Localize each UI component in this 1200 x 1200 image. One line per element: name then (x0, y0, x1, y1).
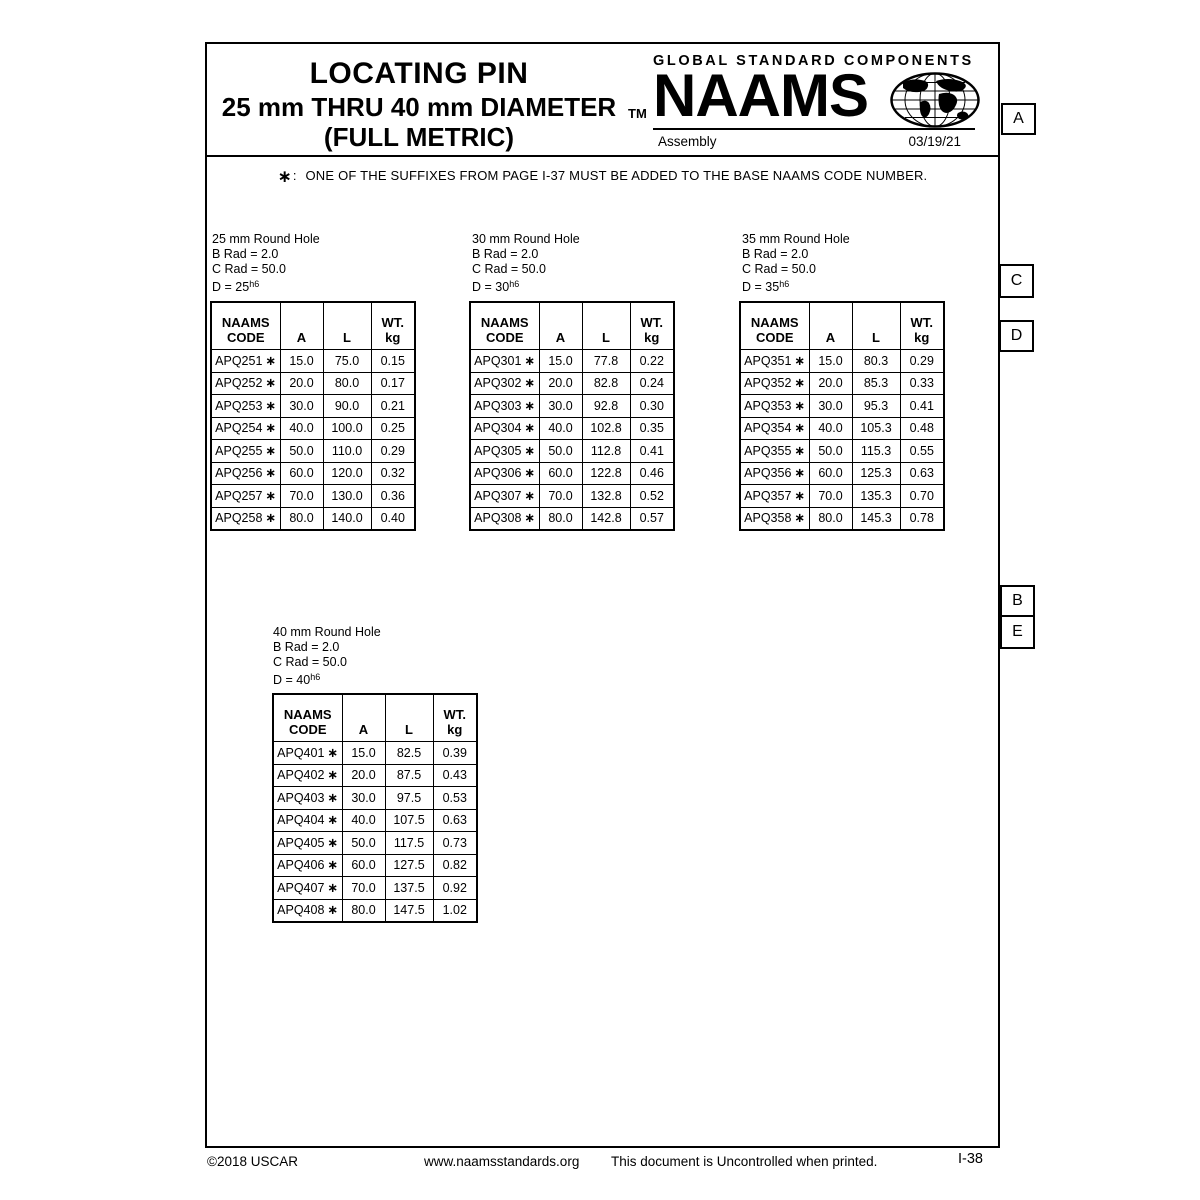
value-cell: 102.8 (582, 417, 630, 440)
naams-code-cell: APQ256 ∗ (211, 462, 280, 485)
naams-code-cell: APQ405 ∗ (273, 832, 342, 855)
hole-size-label: 25 mm Round Hole (212, 232, 320, 246)
table-row (273, 854, 477, 877)
value-cell: 50.0 (539, 440, 582, 463)
value-cell: 50.0 (280, 440, 323, 463)
suffix-star-icon: ∗ (794, 397, 806, 413)
value-cell: 0.30 (630, 395, 674, 418)
title-line-2: 25 mm THRU 40 mm DIAMETER (221, 92, 617, 122)
footer-notice: This document is Uncontrolled when printed. (611, 1154, 878, 1169)
brand-underline (653, 128, 975, 130)
table-row (740, 462, 944, 485)
header-divider (207, 155, 998, 157)
table-row (273, 832, 477, 855)
value-cell: 122.8 (582, 462, 630, 485)
naams-code-cell: APQ357 ∗ (740, 485, 809, 508)
category-label: Assembly (658, 134, 717, 149)
suffix-star-icon: ∗ (794, 375, 806, 391)
value-cell: 82.8 (582, 372, 630, 395)
spec-table-35mm (739, 301, 945, 531)
value-cell: 80.0 (539, 507, 582, 530)
spec-table-25mm (210, 301, 416, 531)
value-cell: 20.0 (809, 372, 852, 395)
value-cell: 70.0 (809, 485, 852, 508)
column-header: A (809, 302, 852, 350)
d-spec: $D = 35^{h6}$ (742, 279, 790, 294)
value-cell: 50.0 (809, 440, 852, 463)
naams-code-cell: APQ353 ∗ (740, 395, 809, 418)
naams-code-cell: APQ354 ∗ (740, 417, 809, 440)
suffix-star-icon: ∗ (327, 834, 339, 850)
value-cell: 80.0 (809, 507, 852, 530)
value-cell: 30.0 (539, 395, 582, 418)
suffix-star-icon: ∗ (265, 420, 277, 436)
naams-code-cell: APQ355 ∗ (740, 440, 809, 463)
table-row (740, 507, 944, 530)
value-cell: 0.15 (371, 350, 415, 373)
value-cell: 60.0 (539, 462, 582, 485)
value-cell: 137.5 (385, 877, 433, 900)
naams-code-cell: APQ401 ∗ (273, 742, 342, 765)
value-cell: 0.35 (630, 417, 674, 440)
naams-code-cell: APQ304 ∗ (470, 417, 539, 440)
table-row (211, 417, 415, 440)
d-spec: $D = 25^{h6}$ (212, 279, 260, 294)
column-header: WT. kg (371, 302, 415, 350)
table-row (273, 899, 477, 922)
globe-icon (889, 71, 981, 129)
value-cell: 0.70 (900, 485, 944, 508)
value-cell: 20.0 (280, 372, 323, 395)
table-row (273, 787, 477, 810)
value-cell: 112.8 (582, 440, 630, 463)
naams-code-cell: APQ301 ∗ (470, 350, 539, 373)
suffix-star-icon: ∗ (327, 879, 339, 895)
value-cell: 0.22 (630, 350, 674, 373)
table-row (470, 372, 674, 395)
value-cell: 0.73 (433, 832, 477, 855)
suffix-star-icon: ∗ (327, 902, 339, 918)
footer-website: www.naamsstandards.org (424, 1154, 580, 1169)
d-spec: $D = 30^{h6}$ (472, 279, 520, 294)
column-header: WT. kg (900, 302, 944, 350)
b-rad-spec: B Rad = 2.0 (742, 247, 809, 261)
column-header: A (539, 302, 582, 350)
b-rad-spec: B Rad = 2.0 (472, 247, 539, 261)
value-cell: 0.24 (630, 372, 674, 395)
value-cell: 50.0 (342, 832, 385, 855)
spec-table-40mm (272, 693, 478, 923)
value-cell: 85.3 (852, 372, 900, 395)
suffix-star-icon: ∗ (794, 465, 806, 481)
value-cell: 40.0 (342, 809, 385, 832)
naams-code-cell: APQ255 ∗ (211, 440, 280, 463)
value-cell: 97.5 (385, 787, 433, 810)
value-cell: 15.0 (809, 350, 852, 373)
value-cell: 70.0 (280, 485, 323, 508)
value-cell: 115.3 (852, 440, 900, 463)
value-cell: 0.46 (630, 462, 674, 485)
suffix-star-icon: ∗ (794, 420, 806, 436)
value-cell: 0.17 (371, 372, 415, 395)
value-cell: 20.0 (342, 764, 385, 787)
naams-code-cell: APQ406 ∗ (273, 854, 342, 877)
value-cell: 92.8 (582, 395, 630, 418)
brand-logo-text: NAAMS (653, 62, 868, 129)
value-cell: 0.41 (900, 395, 944, 418)
b-rad-spec: B Rad = 2.0 (212, 247, 279, 261)
document-title (207, 55, 631, 152)
zone-box-c: C (999, 264, 1034, 298)
c-rad-spec: C Rad = 50.0 (472, 262, 547, 276)
table-row (470, 485, 674, 508)
zone-box-e: E (1000, 615, 1035, 649)
value-cell: 1.02 (433, 899, 477, 922)
suffix-star-icon: ∗ (524, 375, 536, 391)
table-row (211, 440, 415, 463)
value-cell: 132.8 (582, 485, 630, 508)
column-header: WT. kg (630, 302, 674, 350)
suffix-star-icon: ∗ (794, 442, 806, 458)
naams-code-cell: APQ356 ∗ (740, 462, 809, 485)
suffix-star-icon: ∗ (265, 397, 277, 413)
table-row (470, 462, 674, 485)
suffix-star-icon: ∗ (265, 510, 277, 526)
footer-copyright: ©2018 USCAR (207, 1154, 298, 1169)
naams-code-cell: APQ351 ∗ (740, 350, 809, 373)
suffix-star-icon: ∗ (524, 420, 536, 436)
naams-code-cell: APQ308 ∗ (470, 507, 539, 530)
value-cell: 100.0 (323, 417, 371, 440)
value-cell: 87.5 (385, 764, 433, 787)
table-row (470, 417, 674, 440)
value-cell: 0.43 (433, 764, 477, 787)
value-cell: 20.0 (539, 372, 582, 395)
naams-code-cell: APQ258 ∗ (211, 507, 280, 530)
title-line-3: (FULL METRIC) (323, 122, 515, 152)
suffix-star-icon: ∗ (524, 510, 536, 526)
suffix-star-icon: ∗ (265, 375, 277, 391)
table-header-row (470, 302, 674, 350)
table-row (211, 372, 415, 395)
suffix-star-icon: ∗ (524, 397, 536, 413)
table-row (740, 395, 944, 418)
value-cell: 130.0 (323, 485, 371, 508)
footer-page-number: I-38 (958, 1151, 983, 1167)
value-cell: 0.55 (900, 440, 944, 463)
value-cell: 0.82 (433, 854, 477, 877)
value-cell: 40.0 (809, 417, 852, 440)
value-cell: 30.0 (809, 395, 852, 418)
value-cell: 0.41 (630, 440, 674, 463)
table-row (273, 742, 477, 765)
value-cell: 0.29 (371, 440, 415, 463)
value-cell: 110.0 (323, 440, 371, 463)
table-row (211, 507, 415, 530)
revision-date: 03/19/21 (908, 134, 961, 149)
naams-code-cell: APQ252 ∗ (211, 372, 280, 395)
naams-code-cell: APQ251 ∗ (211, 350, 280, 373)
suffix-star-icon: ∗ (265, 465, 277, 481)
suffix-star-icon: ∗ (794, 352, 806, 368)
value-cell: 80.3 (852, 350, 900, 373)
value-cell: 142.8 (582, 507, 630, 530)
value-cell: 40.0 (539, 417, 582, 440)
table-row (273, 877, 477, 900)
column-header: A (342, 694, 385, 742)
table-row (470, 350, 674, 373)
suffix-star-icon: ∗ (327, 789, 339, 805)
value-cell: 30.0 (342, 787, 385, 810)
naams-code-cell: APQ358 ∗ (740, 507, 809, 530)
document-page (205, 42, 1000, 1148)
suffix-star-icon: ∗ (327, 767, 339, 783)
value-cell: 0.57 (630, 507, 674, 530)
suffix-star-icon: ∗ (524, 465, 536, 481)
value-cell: 40.0 (280, 417, 323, 440)
value-cell: 15.0 (342, 742, 385, 765)
spec-table-30mm (469, 301, 675, 531)
suffix-star-icon: ∗ (327, 812, 339, 828)
suffix-star-icon: ∗ (524, 487, 536, 503)
table-header-row (740, 302, 944, 350)
b-rad-spec: B Rad = 2.0 (273, 640, 340, 654)
value-cell: 75.0 (323, 350, 371, 373)
column-header: L (323, 302, 371, 350)
table-title-40mm (273, 625, 381, 688)
value-cell: 70.0 (342, 877, 385, 900)
table-row (211, 350, 415, 373)
column-header: L (582, 302, 630, 350)
c-rad-spec: C Rad = 50.0 (212, 262, 287, 276)
d-spec: $D = 40^{h6}$ (273, 672, 321, 687)
table-row (470, 507, 674, 530)
suffix-note: ∗: ONE OF THE SUFFIXES FROM PAGE I-37 MUST BE ADDED TO THE BASE NAAMS CODE NUMBER. (277, 167, 928, 186)
value-cell: 0.48 (900, 417, 944, 440)
value-cell: 0.32 (371, 462, 415, 485)
column-header: L (385, 694, 433, 742)
table-row (470, 440, 674, 463)
value-cell: 107.5 (385, 809, 433, 832)
naams-code-cell: APQ403 ∗ (273, 787, 342, 810)
value-cell: 0.39 (433, 742, 477, 765)
value-cell: 60.0 (342, 854, 385, 877)
suffix-star-icon: ∗ (794, 487, 806, 503)
table-row (211, 395, 415, 418)
value-cell: 0.92 (433, 877, 477, 900)
naams-code-cell: APQ352 ∗ (740, 372, 809, 395)
naams-code-cell: APQ305 ∗ (470, 440, 539, 463)
value-cell: 0.63 (900, 462, 944, 485)
value-cell: 0.33 (900, 372, 944, 395)
column-header: L (852, 302, 900, 350)
value-cell: 15.0 (539, 350, 582, 373)
table-row (273, 764, 477, 787)
table-title-35mm (742, 232, 850, 295)
table-row (740, 485, 944, 508)
value-cell: 60.0 (809, 462, 852, 485)
hole-size-label: 35 mm Round Hole (742, 232, 850, 246)
column-header: A (280, 302, 323, 350)
table-header-row (211, 302, 415, 350)
table-row (273, 809, 477, 832)
value-cell: 90.0 (323, 395, 371, 418)
value-cell: 80.0 (280, 507, 323, 530)
suffix-star-icon: ∗ (524, 442, 536, 458)
value-cell: 117.5 (385, 832, 433, 855)
naams-code-cell: APQ302 ∗ (470, 372, 539, 395)
value-cell: 147.5 (385, 899, 433, 922)
value-cell: 0.52 (630, 485, 674, 508)
table-title-30mm (472, 232, 580, 295)
suffix-star-icon: ∗ (265, 487, 277, 503)
naams-code-cell: APQ303 ∗ (470, 395, 539, 418)
value-cell: 95.3 (852, 395, 900, 418)
hole-size-label: 40 mm Round Hole (273, 625, 381, 639)
table-row (740, 417, 944, 440)
naams-code-cell: APQ257 ∗ (211, 485, 280, 508)
value-cell: 120.0 (323, 462, 371, 485)
value-cell: 0.29 (900, 350, 944, 373)
table-row (211, 462, 415, 485)
value-cell: 30.0 (280, 395, 323, 418)
c-rad-spec: C Rad = 50.0 (273, 655, 348, 669)
table-row (740, 372, 944, 395)
value-cell: 105.3 (852, 417, 900, 440)
zone-box-d: D (999, 320, 1034, 352)
value-cell: 70.0 (539, 485, 582, 508)
zone-box-a: A (1001, 103, 1036, 135)
column-header: WT. kg (433, 694, 477, 742)
value-cell: 0.53 (433, 787, 477, 810)
table-row (740, 350, 944, 373)
column-header: NAAMS CODE (470, 302, 539, 350)
value-cell: 82.5 (385, 742, 433, 765)
table-title-25mm (212, 232, 320, 295)
value-cell: 0.21 (371, 395, 415, 418)
column-header: NAAMS CODE (273, 694, 342, 742)
hole-size-label: 30 mm Round Hole (472, 232, 580, 246)
naams-code-cell: APQ404 ∗ (273, 809, 342, 832)
table-row (740, 440, 944, 463)
value-cell: 15.0 (280, 350, 323, 373)
value-cell: 127.5 (385, 854, 433, 877)
value-cell: 77.8 (582, 350, 630, 373)
naams-code-cell: APQ253 ∗ (211, 395, 280, 418)
value-cell: 0.78 (900, 507, 944, 530)
naams-code-cell: APQ306 ∗ (470, 462, 539, 485)
value-cell: 60.0 (280, 462, 323, 485)
column-header: NAAMS CODE (740, 302, 809, 350)
value-cell: 0.36 (371, 485, 415, 508)
naams-code-cell: APQ402 ∗ (273, 764, 342, 787)
value-cell: 0.63 (433, 809, 477, 832)
title-line-1: LOCATING PIN (309, 57, 529, 90)
naams-code-cell: APQ254 ∗ (211, 417, 280, 440)
suffix-star-icon: ∗ (265, 442, 277, 458)
value-cell: 125.3 (852, 462, 900, 485)
value-cell: 145.3 (852, 507, 900, 530)
value-cell: 0.25 (371, 417, 415, 440)
zone-box-b: B (1000, 585, 1035, 617)
value-cell: 80.0 (323, 372, 371, 395)
value-cell: 140.0 (323, 507, 371, 530)
value-cell: 0.40 (371, 507, 415, 530)
naams-code-cell: APQ408 ∗ (273, 899, 342, 922)
value-cell: 135.3 (852, 485, 900, 508)
column-header: NAAMS CODE (211, 302, 280, 350)
c-rad-spec: C Rad = 50.0 (742, 262, 817, 276)
naams-code-cell: APQ307 ∗ (470, 485, 539, 508)
brand-tagline: GLOBAL STANDARD COMPONENTS (653, 53, 974, 69)
table-header-row (273, 694, 477, 742)
suffix-star-icon: ∗ (265, 352, 277, 368)
trademark-symbol: TM (628, 106, 647, 121)
table-row (470, 395, 674, 418)
suffix-star-icon: ∗ (794, 510, 806, 526)
suffix-note-text: ONE OF THE SUFFIXES FROM PAGE I-37 MUST BE ADDED TO THE BASE NAAMS CODE NUMBER. (305, 168, 928, 183)
suffix-star-icon: ∗ (524, 352, 536, 368)
suffix-star-icon: ∗ (327, 857, 339, 873)
asterisk-icon: ∗ (277, 167, 292, 186)
table-row (211, 485, 415, 508)
value-cell: 80.0 (342, 899, 385, 922)
suffix-star-icon: ∗ (327, 744, 339, 760)
naams-code-cell: APQ407 ∗ (273, 877, 342, 900)
